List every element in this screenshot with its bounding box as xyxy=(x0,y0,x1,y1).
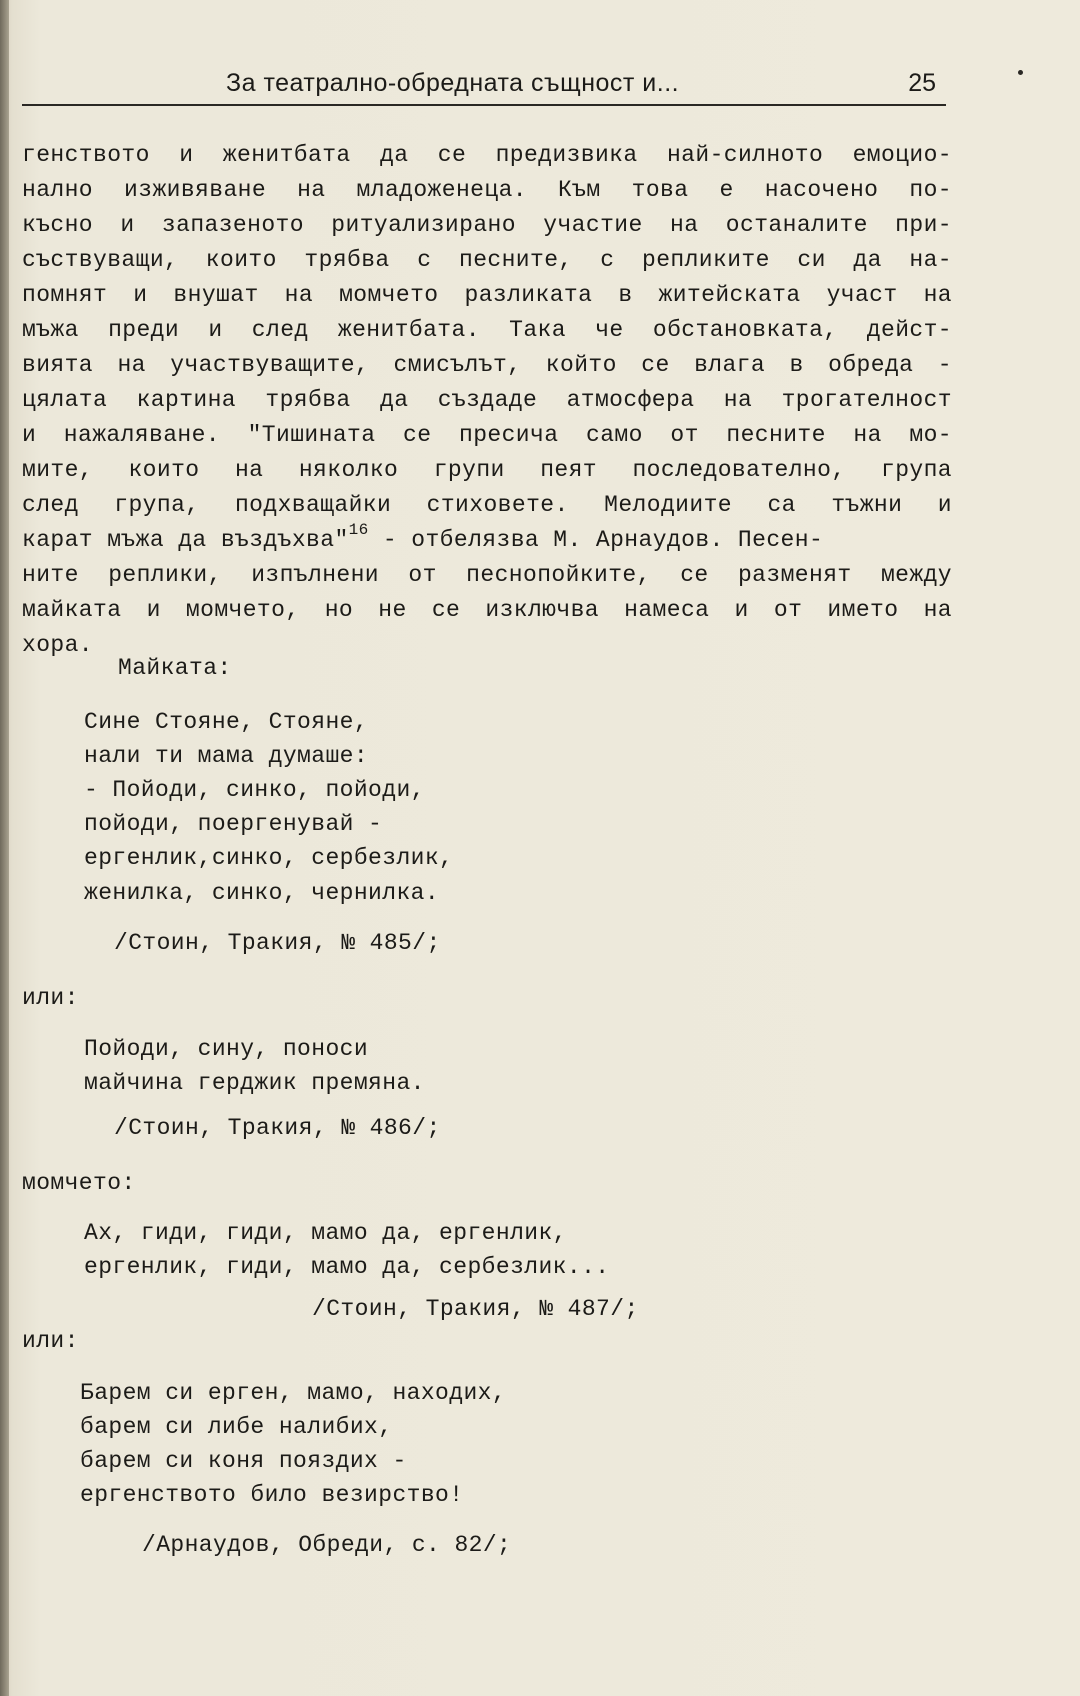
connector-or: или: xyxy=(22,1328,79,1354)
speaker-boy: момчето: xyxy=(22,1170,136,1196)
verse-line: Пойоди, сину, поноси xyxy=(84,1036,369,1062)
verse-line: барем си коня пояздих - xyxy=(80,1448,407,1474)
quote-end: карат мъжа да въздъхва" xyxy=(22,527,349,553)
paragraph-line: вията на участвуващите, смисълът, който се влага в обреда - xyxy=(22,352,952,378)
page-number: 25 xyxy=(908,69,936,97)
paragraph-line: съствуващи, които трябва с песните, с репликите си да на- xyxy=(22,247,952,273)
paragraph-line: помнят и внушат на момчето разликата в житейската участ на xyxy=(22,282,952,308)
paragraph-line: майката и момчето, но не се изключва намеса и от името на xyxy=(22,597,952,623)
verse-line: Сине Стояне, Стояне, xyxy=(84,709,369,735)
paragraph-line: мъжа преди и след женитбата. Така че обстановката, дейст- xyxy=(22,317,952,343)
ink-speck xyxy=(1018,70,1023,75)
verse-source: /Стоин, Тракия, № 486/; xyxy=(114,1115,441,1141)
verse-line: майчина герджик премяна. xyxy=(84,1070,425,1096)
paragraph-line: генството и женитбата да се предизвика най-силното емоцио- xyxy=(22,142,952,168)
verse-line: Барем си ерген, мамо, находих, xyxy=(80,1380,507,1406)
verse-source: /Арнаудов, Обреди, с. 82/; xyxy=(142,1532,512,1558)
paragraph-line: късно и запазеното ритуализирано участие на останалите при- xyxy=(22,212,952,238)
verse-line: женилка, синко, чернилка. xyxy=(84,880,440,906)
verse-line: нали ти мама думаше: xyxy=(84,743,369,769)
paragraph-line: ните реплики, изпълнени от песнопойките, се разменят между xyxy=(22,562,952,588)
verse-source: /Стоин, Тракия, № 487/; xyxy=(312,1296,639,1322)
paragraph-line: и нажаляване. "Тишината се пресича само от песните на мо- xyxy=(22,422,952,448)
speaker-mother: Майката: xyxy=(118,655,232,681)
verse-line: барем си либе налибих, xyxy=(80,1414,393,1440)
verse-line: пойоди, поергенувай - xyxy=(84,811,383,837)
connector-or: или: xyxy=(22,985,79,1011)
verse-line: ергенството било везирство! xyxy=(80,1482,464,1508)
paragraph-line: хора. xyxy=(22,632,94,658)
paragraph-line: нално изживяване на младоженеца. Към това е насочено по- xyxy=(22,177,952,203)
paragraph-line-with-footnote xyxy=(22,523,952,558)
book-spine-shadow xyxy=(0,0,9,1696)
verse-line: ергенлик, гиди, мамо да, сербезлик... xyxy=(84,1254,610,1280)
footnote-mark: 16 xyxy=(348,521,369,539)
paragraph-line: след група, подхващайки стиховете. Мелодиите са тъжни и xyxy=(22,492,952,518)
header-title: За театрално-обредната същност и... xyxy=(226,69,680,97)
verse-source: /Стоин, Тракия, № 485/; xyxy=(114,930,441,956)
verse-line: - Пойоди, синко, пойоди, xyxy=(84,777,425,803)
main-paragraph xyxy=(22,138,952,663)
paragraph-line: мите, които на няколко групи пеят последователно, група xyxy=(22,457,952,483)
verse-line: ергенлик,синко, сербезлик, xyxy=(84,845,454,871)
attribution: - отбелязва М. Арнаудов. Песен- xyxy=(368,527,824,553)
running-header xyxy=(22,64,946,106)
verse-line: Ах, гиди, гиди, мамо да, ергенлик, xyxy=(84,1220,567,1246)
paragraph-line: цялата картина трябва да създаде атмосфера на трогателност xyxy=(22,387,952,413)
